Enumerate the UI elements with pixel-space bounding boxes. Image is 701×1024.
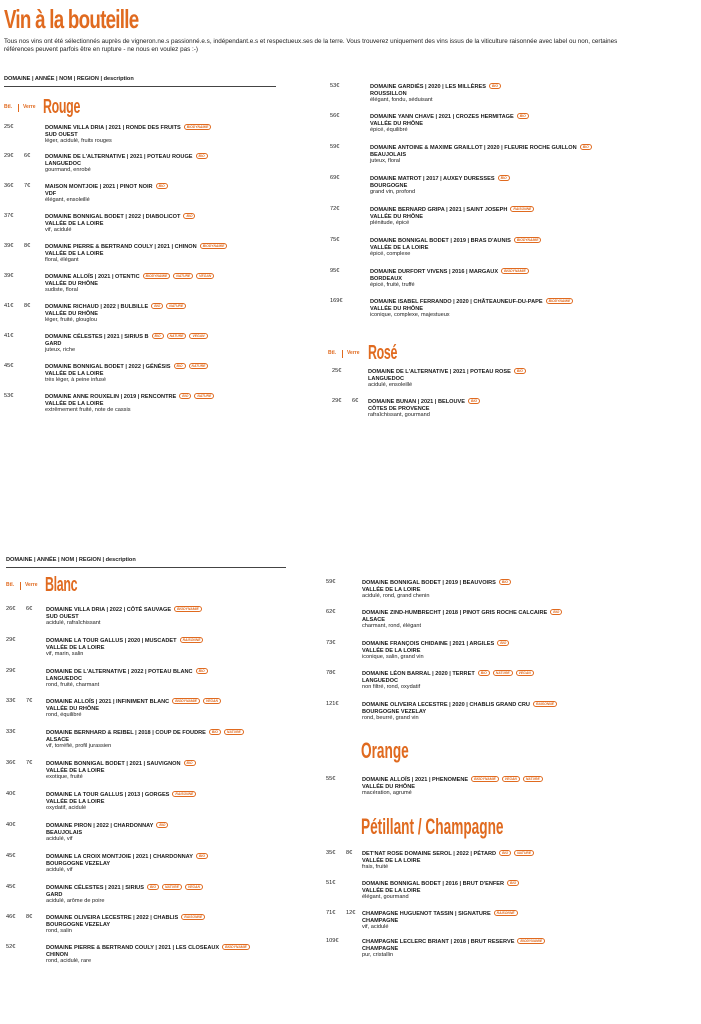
wine-region: ALSACE: [46, 736, 69, 743]
wine-details: [370, 144, 592, 165]
wine-name: DOMAINE BONNIGAL BODET | 2022 | DIABOLICOT: [45, 214, 181, 220]
section-title-rose: Rosé: [368, 342, 398, 364]
wine-name: DOMAINE OLIVEIRA LECESTRE | 2022 | CHABLIS: [46, 915, 179, 921]
wine-name: DOMAINE ZIND-HUMBRECHT | 2018 | PINOT GRIS ROCHE CALCAIRE: [362, 610, 548, 616]
wine-region: BOURGOGNE: [370, 182, 408, 189]
label-badge: BIODYNAMIE: [200, 243, 228, 249]
wine-description: épicé, complexe: [370, 251, 411, 258]
wine-name: DOMAINE BONNIGAL BODET | 2022 | GÉNÉSIS: [45, 364, 171, 370]
wine-details: [370, 298, 573, 319]
bottle-price: 45€: [4, 363, 14, 369]
wine-description: acidulé, vif: [46, 836, 73, 843]
label-badge: BIO: [156, 183, 168, 189]
wine-description: iconique, complexe, majestueux: [370, 312, 450, 319]
label-badge: BIO: [179, 393, 191, 399]
glass-price: 6€: [24, 153, 31, 159]
wine-name: DOMAINE LA CROIX MONTJOIE | 2021 | CHARDONNAY: [46, 854, 193, 860]
bottle-label: Btl.: [328, 350, 337, 356]
wine-details: [362, 910, 518, 931]
wine-region: BOURGOGNE VEZELAY: [46, 921, 111, 928]
wine-description: rond, beurré, grand vin: [362, 715, 419, 722]
label-badge: BIO: [499, 579, 511, 585]
wine-region: VALLÉE DE LA LOIRE: [45, 250, 104, 257]
section-title-blanc: Blanc: [45, 574, 78, 596]
bottle-price: 33€: [6, 729, 16, 735]
glass-label: Verre: [23, 104, 36, 110]
bottle-price: 59€: [326, 579, 336, 585]
label-badge: BIO: [507, 880, 519, 886]
bottle-price: 41€: [4, 303, 14, 309]
wine-description: juteux, floral: [370, 158, 401, 165]
label-badge: BIO: [499, 850, 511, 856]
bottle-price: 40€: [6, 791, 16, 797]
glass-price: 6€: [352, 398, 359, 404]
wine-region: VDF: [45, 190, 57, 197]
wine-description: élégant, ensoleillé: [45, 197, 90, 204]
wine-description: très léger, à peine infusé: [45, 377, 106, 384]
wine-details: [46, 760, 196, 781]
label-badge: RAISONNÉ: [510, 206, 534, 212]
bottle-price: 169€: [330, 298, 343, 304]
label-badge: BIO: [151, 303, 163, 309]
label-badge: BIODYNAMIE: [184, 124, 212, 130]
wine-region: VALLÉE DU RHÔNE: [45, 310, 99, 317]
label-badge: NATURE: [173, 273, 193, 279]
wine-details: [46, 698, 221, 719]
bottle-price: 29€: [4, 153, 14, 159]
wine-description: floral, élégant: [45, 257, 79, 264]
label-badge: RAISONNÉ: [494, 910, 518, 916]
wine-region: VALLÉE DU RHÔNE: [45, 280, 99, 287]
glass-label: Verre: [25, 582, 38, 588]
wine-name: DOMAINE BONNIGAL BODET | 2019 | BRAS D'AUNIS: [370, 238, 511, 244]
wine-details: [46, 791, 196, 812]
wine-region: VALLÉE DU RHÔNE: [362, 783, 416, 790]
wine-details: [45, 183, 168, 204]
wine-region: CÔTES DE PROVENCE: [368, 405, 430, 412]
label-badge: BIO: [174, 363, 186, 369]
wine-details: [362, 609, 562, 630]
label-badge: BIO: [580, 144, 592, 150]
bottle-price: 69€: [330, 175, 340, 181]
bottle-price: 59€: [330, 144, 340, 150]
bottle-price: 45€: [6, 853, 16, 859]
label-badge: BIODYNAMIE: [143, 273, 171, 279]
wine-description: gourmand, enrobé: [45, 167, 91, 174]
label-badge: NATURE: [523, 776, 543, 782]
wine-description: rafraîchissant, gourmand: [368, 412, 430, 419]
wine-region: VALLÉE DE LA LOIRE: [45, 220, 104, 227]
wine-region: VALLÉE DE LA LOIRE: [370, 244, 429, 251]
separator: [18, 104, 19, 112]
wine-name: DOMAINE VILLA DRIA | 2022 | CÔTÉ SAUVAGE: [46, 607, 172, 613]
wine-region: CHAMPAGNE: [362, 945, 399, 952]
wine-region: VALLÉE DU RHÔNE: [370, 213, 424, 220]
wine-details: [362, 938, 545, 959]
wine-region: CHAMPAGNE: [362, 917, 399, 924]
bottle-price: 95€: [330, 268, 340, 274]
wine-details: [370, 113, 529, 134]
wine-description: acidulé, arôme de poire: [46, 898, 105, 905]
wine-description: vif, marin, salin: [46, 651, 84, 658]
bottle-price: 29€: [6, 637, 16, 643]
wine-name: DOMAINE LÉON BARRAL | 2020 | TERRET: [362, 671, 475, 677]
bottle-label: Btl.: [6, 582, 15, 588]
wine-details: [46, 944, 250, 965]
wine-region: BEAUJOLAIS: [370, 151, 407, 158]
wine-region: LANGUEDOC: [362, 677, 399, 684]
wine-description: rond, équilibré: [46, 712, 82, 719]
label-badge: BIO: [196, 668, 208, 674]
wine-region: VALLÉE DE LA LOIRE: [46, 767, 105, 774]
wine-description: vif, acidulé: [45, 227, 72, 234]
page-title: Vin à la bouteille: [4, 4, 139, 34]
wine-details: [46, 729, 244, 750]
label-badge: VEGAN: [185, 884, 203, 890]
wine-description: élégant, fondu, séduisant: [370, 97, 433, 104]
wine-name: DOMAINE YANN CHAVE | 2021 | CROZES HERMITAGE: [370, 114, 514, 120]
bottle-price: 56€: [330, 113, 340, 119]
wine-name: DOMAINE OLIVEIRA LECESTRE | 2020 | CHABLIS GRAND CRU: [362, 702, 530, 708]
wine-region: SUD OUEST: [45, 131, 78, 138]
wine-description: acidulé, rafraîchissant: [46, 620, 101, 627]
label-badge: BIODYNAMIE: [501, 268, 529, 274]
wine-region: LANGUEDOC: [368, 375, 405, 382]
wine-description: non filtré, rond, oxydatif: [362, 684, 421, 691]
wine-details: [370, 237, 541, 258]
wine-description: frais, fruité: [362, 864, 389, 871]
wine-description: sudiste, floral: [45, 287, 78, 294]
bottle-price: 51€: [326, 880, 336, 886]
label-badge: BIO: [468, 398, 480, 404]
wine-name: DOMAINE BUNAN | 2021 | BELOUVE: [368, 399, 465, 405]
label-badge: VEGAN: [189, 333, 207, 339]
wine-description: vif, torréfié, profil jurassien: [46, 743, 112, 750]
label-badge: RAISONNÉ: [533, 701, 557, 707]
wine-description: acidulé, ensoleillé: [368, 382, 413, 389]
glass-price: 8€: [26, 914, 33, 920]
label-badge: BIO: [152, 333, 164, 339]
wine-name: DOMAINE BONNIGAL BODET | 2016 | BRUT D'ENFER: [362, 881, 505, 887]
wine-description: iconique, salin, grand vin: [362, 654, 424, 661]
wine-details: [45, 153, 208, 174]
wine-name: DOMAINE DE L'ALTERNATIVE | 2021 | POTEAU ROSE: [368, 369, 511, 375]
wine-name: DOMAINE ALLOÏS | 2021 | OTENTIC: [45, 274, 140, 280]
wine-name: DOMAINE VILLA DRIA | 2021 | RONDE DES FRUITS: [45, 125, 181, 131]
label-badge: BIO: [183, 213, 195, 219]
wine-region: BOURGOGNE VEZELAY: [46, 860, 111, 867]
wine-details: [46, 606, 202, 627]
wine-details: [45, 333, 208, 354]
wine-name: DOMAINE ANTOINE & MAXIME GRAILLOT | 2020 | FLEURIE ROCHE GUILLON: [370, 145, 577, 151]
wine-details: [45, 124, 211, 145]
bottle-price: 55€: [326, 776, 336, 782]
wine-details: [368, 398, 480, 419]
wine-name: DOMAINE PIERRE & BERTRAND COULY | 2021 | CHINON: [45, 244, 197, 250]
bottle-price: 71€: [326, 910, 336, 916]
wine-region: ALSACE: [362, 616, 385, 623]
bottle-price: 36€: [6, 760, 16, 766]
separator: [342, 350, 343, 358]
label-badge: RAISONNÉ: [180, 637, 204, 643]
wine-details: [368, 368, 526, 389]
wine-description: rond, acidulé, rare: [46, 958, 92, 965]
bottle-price: 75€: [330, 237, 340, 243]
wine-region: SUD OUEST: [46, 613, 79, 620]
bottle-price: 121€: [326, 701, 339, 707]
wine-description: épicé, équilibré: [370, 127, 408, 134]
bottle-price: 53€: [4, 393, 14, 399]
wine-name: CHAMPAGNE LECLERC BRIANT | 2018 | BRUT RESERVE: [362, 939, 515, 945]
wine-details: [46, 668, 208, 689]
wine-name: DOMAINE DE L'ALTERNATIVE | 2021 | POTEAU ROUGE: [45, 154, 193, 160]
wine-name: DOMAINE BONNIGAL BODET | 2021 | SAUVIGNON: [46, 761, 181, 767]
glass-price: 7€: [24, 183, 31, 189]
wine-details: [45, 213, 195, 234]
wine-details: [46, 884, 203, 905]
wine-name: DOMAINE DE L'ALTERNATIVE | 2022 | POTEAU BLANC: [46, 669, 193, 675]
wine-details: [362, 880, 519, 901]
glass-price: 6€: [26, 606, 33, 612]
glass-price: 8€: [24, 243, 31, 249]
label-badge: BIO: [489, 83, 501, 89]
wine-region: VALLÉE DE LA LOIRE: [46, 644, 105, 651]
wine-description: léger, acidulé, fruits rouges: [45, 138, 112, 145]
bottle-price: 62€: [326, 609, 336, 615]
wine-region: VALLÉE DE LA LOIRE: [362, 887, 421, 894]
wine-details: [46, 822, 168, 843]
header-divider-2: [6, 567, 286, 568]
label-badge: BIODYNAMIE: [517, 938, 545, 944]
wine-region: LANGUEDOC: [45, 160, 82, 167]
label-badge: BIO: [498, 175, 510, 181]
wine-name: DOMAINE CÉLESTES | 2021 | SIRIUS: [46, 885, 144, 891]
bottle-price: 78€: [326, 670, 336, 676]
wine-name: DOMAINE LA TOUR GALLUS | 2020 | MUSCADET: [46, 638, 177, 644]
label-badge: BIO: [550, 609, 562, 615]
bottle-price: 37€: [4, 213, 14, 219]
label-badge: BIO: [517, 113, 529, 119]
wine-details: [362, 640, 509, 661]
label-badge: NATURE: [514, 850, 534, 856]
glass-price: 12€: [346, 910, 356, 916]
wine-details: [45, 363, 208, 384]
label-badge: VEGAN: [502, 776, 520, 782]
label-badge: BIO: [147, 884, 159, 890]
wine-region: VALLÉE DU RHÔNE: [46, 705, 100, 712]
wine-name: MAISON MONTJOIE | 2021 | PINOT NOIR: [45, 184, 153, 190]
wine-details: [45, 243, 227, 264]
wine-region: VALLÉE DE LA LOIRE: [45, 370, 104, 377]
label-badge: RAISONNÉ: [172, 791, 196, 797]
wine-region: VALLÉE DE LA LOIRE: [362, 857, 421, 864]
section-title-rouge: Rouge: [43, 96, 81, 118]
bottle-price: 40€: [6, 822, 16, 828]
glass-price: 7€: [26, 698, 33, 704]
bottle-price: 73€: [326, 640, 336, 646]
label-badge: NATURE: [194, 393, 214, 399]
wine-region: VALLÉE DE LA LOIRE: [45, 400, 104, 407]
wine-name: DOMAINE MATROT | 2017 | AUXEY DURESSES: [370, 176, 495, 182]
glass-label: Verre: [347, 350, 360, 356]
bottle-price: 29€: [6, 668, 16, 674]
label-badge: NATURE: [189, 363, 209, 369]
bottle-price: 25€: [4, 124, 14, 130]
bottle-price: 39€: [4, 243, 14, 249]
wine-description: exotique, fruité: [46, 774, 83, 781]
wine-name: DOMAINE PIRON | 2022 | CHARDONNAY: [46, 823, 154, 829]
glass-price: 7€: [26, 760, 33, 766]
label-badge: BIODYNAMIE: [514, 237, 542, 243]
wine-name: DOMAINE BERNHARD & REIBEL | 2018 | COUP DE FOUDRE: [46, 730, 206, 736]
label-badge: BIO: [156, 822, 168, 828]
glass-price: 8€: [24, 303, 31, 309]
wine-name: DET'NAT ROSE DOMAINE SEROL | 2022 | PÉTARD: [362, 851, 497, 857]
bottle-price: 52€: [6, 944, 16, 950]
wine-name: DOMAINE DURFORT VIVENS | 2016 | MARGAUX: [370, 269, 499, 275]
wine-name: DOMAINE FRANÇOIS CHIDAINE | 2021 | ARGILES: [362, 641, 495, 647]
bottle-price: 29€: [332, 398, 342, 404]
wine-name: DOMAINE LA TOUR GALLUS | 2013 | GORGES: [46, 792, 170, 798]
label-badge: NATURE: [167, 333, 187, 339]
wine-description: macération, agrumé: [362, 790, 412, 797]
wine-region: BEAUJOLAIS: [46, 829, 83, 836]
wine-description: élégant, gourmand: [362, 894, 409, 901]
label-badge: BIO: [514, 368, 526, 374]
bottle-price: 35€: [326, 850, 336, 856]
wine-region: BOURGOGNE VEZELAY: [362, 708, 427, 715]
wine-name: DOMAINE BONNIGAL BODET | 2019 | BEAUVOIRS: [362, 580, 496, 586]
wine-details: [45, 303, 186, 324]
bottle-price: 36€: [4, 183, 14, 189]
wine-description: grand vin, profond: [370, 189, 416, 196]
wine-details: [362, 670, 534, 691]
bottle-price: 109€: [326, 938, 339, 944]
wine-description: acidulé, vif: [46, 867, 73, 874]
wine-region: VALLÉE DU RHÔNE: [370, 305, 424, 312]
label-badge: BIO: [478, 670, 490, 676]
wine-region: CHINON: [46, 951, 69, 958]
wine-description: rond, salin: [46, 928, 72, 935]
label-badge: VEGAN: [196, 273, 214, 279]
bottle-price: 25€: [332, 368, 342, 374]
wine-region: VALLÉE DE LA LOIRE: [362, 586, 421, 593]
label-badge: NATURE: [166, 303, 186, 309]
label-badge: BIODYNAMIE: [174, 606, 202, 612]
wine-name: DOMAINE RICHAUD | 2022 | BULBILLE: [45, 304, 149, 310]
label-badge: VEGAN: [203, 698, 221, 704]
wine-details: [46, 637, 203, 658]
section-title-orange: Orange: [361, 738, 409, 763]
section-title-petillant: Pétillant / Champagne: [361, 814, 504, 839]
wine-details: [362, 579, 511, 600]
label-badge: NATURE: [493, 670, 513, 676]
label-badge: BIODYNAMIE: [172, 698, 200, 704]
wine-description: extrêmement fruité, note de cassis: [45, 407, 131, 414]
wine-description: vif, acidulé: [362, 924, 389, 931]
wine-region: ROUSSILLON: [370, 90, 407, 97]
label-badge: RAISONNÉ: [181, 914, 205, 920]
wine-region: VALLÉE DE LA LOIRE: [46, 798, 105, 805]
wine-description: juteux, riche: [45, 347, 76, 354]
wine-details: [46, 914, 205, 935]
wine-name: DOMAINE BERNARD GRIPA | 2021 | SAINT JOSEPH: [370, 207, 508, 213]
wine-name: CHAMPAGNE HUGUENOT TASSIN | SIGNATURE: [362, 911, 491, 917]
wine-name: DOMAINE GARDIÉS | 2020 | LES MILLÈRES: [370, 84, 486, 90]
label-badge: BIO: [209, 729, 221, 735]
intro-text: Tous nos vins ont été sélectionnés auprès de vigneron.ne.s passionné.e.s, indépendant.e.s et respectueux.ses de la terre. Vous trouverez uniquement des vins issus de la viticulture raisonnée avec label ou non, certaines références peuvent parfois être en rupture - ne nous en voulez pas :-): [4, 38, 618, 53]
label-badge: BIO: [497, 640, 509, 646]
glass-price: 8€: [346, 850, 353, 856]
bottle-price: 53€: [330, 83, 340, 89]
wine-name: DOMAINE CÉLESTES | 2021 | SIRIUS B: [45, 334, 149, 340]
label-badge: BIO: [196, 853, 208, 859]
wine-name: DOMAINE ANNE ROUXELIN | 2019 | RENCONTRE: [45, 394, 177, 400]
wine-details: [45, 393, 214, 414]
wine-name: DOMAINE ALLOÏS | 2021 | PHENOMENE: [362, 777, 469, 783]
bottle-price: 46€: [6, 914, 16, 920]
wine-description: rond, fruité, charmant: [46, 682, 100, 689]
wine-region: LANGUEDOC: [46, 675, 83, 682]
bottle-price: 26€: [6, 606, 16, 612]
wine-details: [362, 776, 543, 797]
wine-name: DOMAINE PIERRE & BERTRAND COULY | 2021 | LES CLOSEAUX: [46, 945, 220, 951]
wine-description: oxydatif, acidulé: [46, 805, 87, 812]
bottle-label: Btl.: [4, 104, 13, 110]
bottle-price: 33€: [6, 698, 16, 704]
bottle-price: 72€: [330, 206, 340, 212]
label-badge: NATURE: [224, 729, 244, 735]
wine-description: acidulé, rond, grand chenin: [362, 593, 430, 600]
label-badge: BIODYNAMIE: [546, 298, 574, 304]
wine-region: VALLÉE DU RHÔNE: [370, 120, 424, 127]
wine-description: plénitude, épicé: [370, 220, 410, 227]
wine-details: [46, 853, 208, 874]
separator: [20, 582, 21, 590]
wine-description: charmant, rond, élégant: [362, 623, 422, 630]
column-header: DOMAINE | ANNÉE | NOM | REGION | description: [4, 76, 134, 82]
wine-details: [45, 273, 214, 294]
wine-details: [362, 701, 557, 722]
column-header-2: DOMAINE | ANNÉE | NOM | REGION | description: [6, 557, 136, 563]
wine-details: [370, 175, 510, 196]
wine-region: GARD: [45, 340, 62, 347]
label-badge: BIO: [184, 760, 196, 766]
label-badge: BIODYNAMIE: [471, 776, 499, 782]
wine-description: léger, fruité, glouglou: [45, 317, 97, 324]
label-badge: BIO: [196, 153, 208, 159]
wine-details: [370, 268, 529, 289]
wine-region: GARD: [46, 891, 63, 898]
label-badge: VEGAN: [516, 670, 534, 676]
wine-region: VALLÉE DE LA LOIRE: [362, 647, 421, 654]
wine-name: DOMAINE ALLOÏS | 2021 | INFINIMENT BLANC: [46, 699, 170, 705]
label-badge: NATURE: [162, 884, 182, 890]
wine-region: BORDEAUX: [370, 275, 403, 282]
header-divider: [4, 86, 276, 87]
wine-details: [362, 850, 534, 871]
label-badge: BIODYNAMIE: [222, 944, 250, 950]
wine-description: pur, cristallin: [362, 952, 394, 959]
wine-name: DOMAINE ISABEL FERRANDO | 2020 | CHÂTEAUNEUF-DU-PAPE: [370, 299, 543, 305]
wine-details: [370, 206, 534, 227]
bottle-price: 41€: [4, 333, 14, 339]
bottle-price: 45€: [6, 884, 16, 890]
wine-description: épicé, fruité, truffé: [370, 282, 415, 289]
bottle-price: 39€: [4, 273, 14, 279]
wine-details: [370, 83, 501, 104]
